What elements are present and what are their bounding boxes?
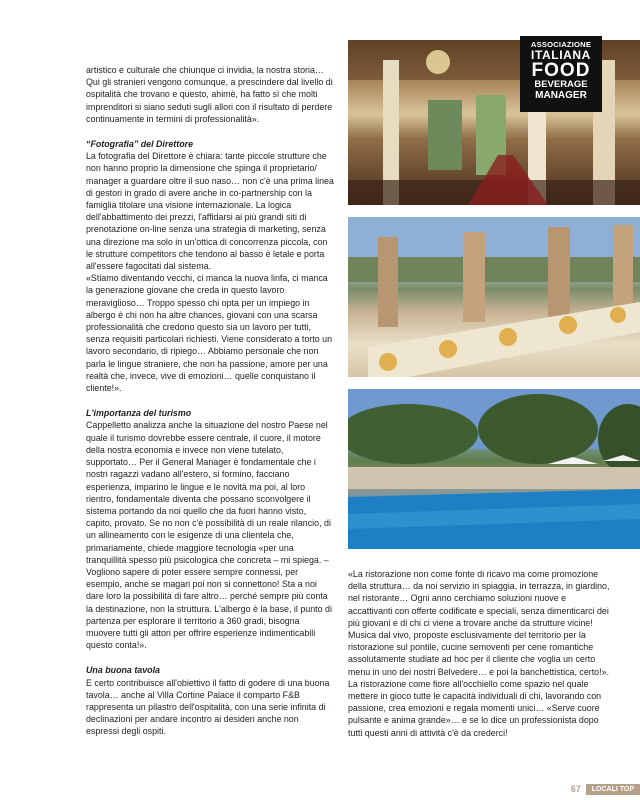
- logo-text-associazione: ASSOCIAZIONE: [530, 40, 592, 49]
- logo-text-food: FOOD: [531, 60, 591, 81]
- section-heading-direttore: “Fotografia” del Direttore: [86, 139, 194, 150]
- paragraph: La ristorazione come fiore all'occhiello come spazio nel quale mettere in gioco tutte le capacità individuali di chi, lavorando con passione, crea emozioni e regala momenti unici… «Serve cuore pulsante e anima grande»… e se lo dice un professionista dopo tutti questi anni di attività c'è da crederci!: [348, 678, 602, 738]
- paragraph: «Stiamo diventando vecchi, ci manca la nuova linfa, ci manca la generazione giovane che creda in questo lavoro meraviglioso… Troppo spesso chi opta per un impiego in albergo è chi non ha altre chances, giovani con una scarsa professionalità che credono questo sia un lavoro per tutti, senza requisiti particolari richiesti. Viene considerato a torto un lavoro secondario, di ripiego… Abbiamo personale che non parla le lingue straniere, che non ha passione, amore per una realtà che, invece, vive di emozioni… quelle conquistano il cliente!».: [86, 273, 332, 394]
- paragraph: La fotografia del Direttore è chiara: tante piccole strutture che non hanno proprio la dimensione che spinga il proprietario/ manager a guardare oltre il suo naso… non c'è una prima linea di gestori in grado di avere anche in co-partnership con la famiglia titolare una visione internazionale. La logica dell'abbattimento dei prezzi, l'affidarsi ai più grandi siti di prenotazione on-line senza una strategia di marketing, senza una direzione ma solo in un'ottica di concorrenza piccola, con le strutture competitors che tendono al basso è letale e porta all'essere fagocitati dal sistema.: [86, 151, 334, 272]
- paragraph: E certo contribuisce all'obiettivo il fatto di godere di una buona tavola… anche al Villa Cortine Palace il comparto F&B rappresenta un pilastro dell'ospitalità, con una serie infinita di declinazioni per andare incontro ai desideri anche non espressi degli ospiti.: [86, 677, 330, 737]
- photo-pool-garden: [348, 389, 640, 549]
- aifbm-logo: [520, 36, 602, 112]
- logo-text-beverage: BEVERAGE: [534, 79, 588, 90]
- logo-text-manager: MANAGER: [535, 90, 587, 101]
- paragraph: «La ristorazione non come fonte di ricavo ma come promozione della struttura… da noi servizio in spiaggia, in terrazza, in giardino, nel ristorante… Ogni anno cerchiamo soluzioni nuove e accattivanti con offerte codificate e speciali, senza dimenticarci dei più giovani e di chi ci viene a trovare anche da strutture vicine! Musica dal vivo, proposte esclusivamente del territorio per la ristorazione sul pontile, cucine semoventi per cene romantiche assolutamente studiate ad hoc per il cliente che voglia un certo menu in uno dei nostri Belvedere… e poi la banchettistica, certo!».: [348, 569, 610, 677]
- page-footer: [571, 783, 640, 795]
- logo-text-italiana: ITALIANA: [531, 48, 591, 62]
- banquet-illustration: [348, 217, 640, 377]
- left-text-column: [86, 64, 334, 738]
- magazine-brand-label: LOCALI TOP: [586, 784, 640, 795]
- section-heading-tavola: Una buona tavola: [86, 665, 160, 676]
- photo-terrace-banquet: [348, 217, 640, 377]
- section-heading-turismo: L'importanza del turismo: [86, 408, 192, 419]
- paragraph: Cappelletto analizza anche la situazione del nostro Paese nel quale il turismo dovrebbe essere centrale, il cuore, il motore della nostra economia e invece non viene tutelato, supportato… Per il General Manager è fondamentale che i nostri ragazzi vadano all'estero, si formino, facciano esperienza, imparino le lingue e le novità ma poi, al loro rientro, fondamentale diventa che possano sconvolgere il sistema portando da noi quello che da fuori hanno visto, capito, provato. Se no non c'è possibilità di un reale rilancio, di un allineamento con le esigenze di una clientela che, primariamente, chiede maggiore tecnologia «per una tranquillità spesso più psicologica che concreta – mi spiega. – Vogliono sapere di poter essere sempre connessi, per esempio, anche se magari poi non si connettono! Sta a noi dare loro la possibilità di fare altro… perché sempre più conta la destinazione, non la struttura. L'albergo è la base, il punto di partenza per esplorare il territorio a 360 gradi, bisogna muovere tutti gli attori per offrire esperienze indimenticabili questo conta!».: [86, 420, 332, 651]
- paragraph: artistico e culturale che chiunque ci invidia, la nostra storia… Qui gli stranieri vengono comunque, a prescindere dal livello di ospitalità che trovano e questo, ahimè, ha fatto sì che molti imprenditori si siano seduti sugli allori con il risultato di perdere continuamente in termini di professionalità».: [86, 65, 333, 124]
- pool-illustration: [348, 389, 640, 549]
- right-text-column: [348, 568, 610, 739]
- page-number: 67: [570, 784, 581, 794]
